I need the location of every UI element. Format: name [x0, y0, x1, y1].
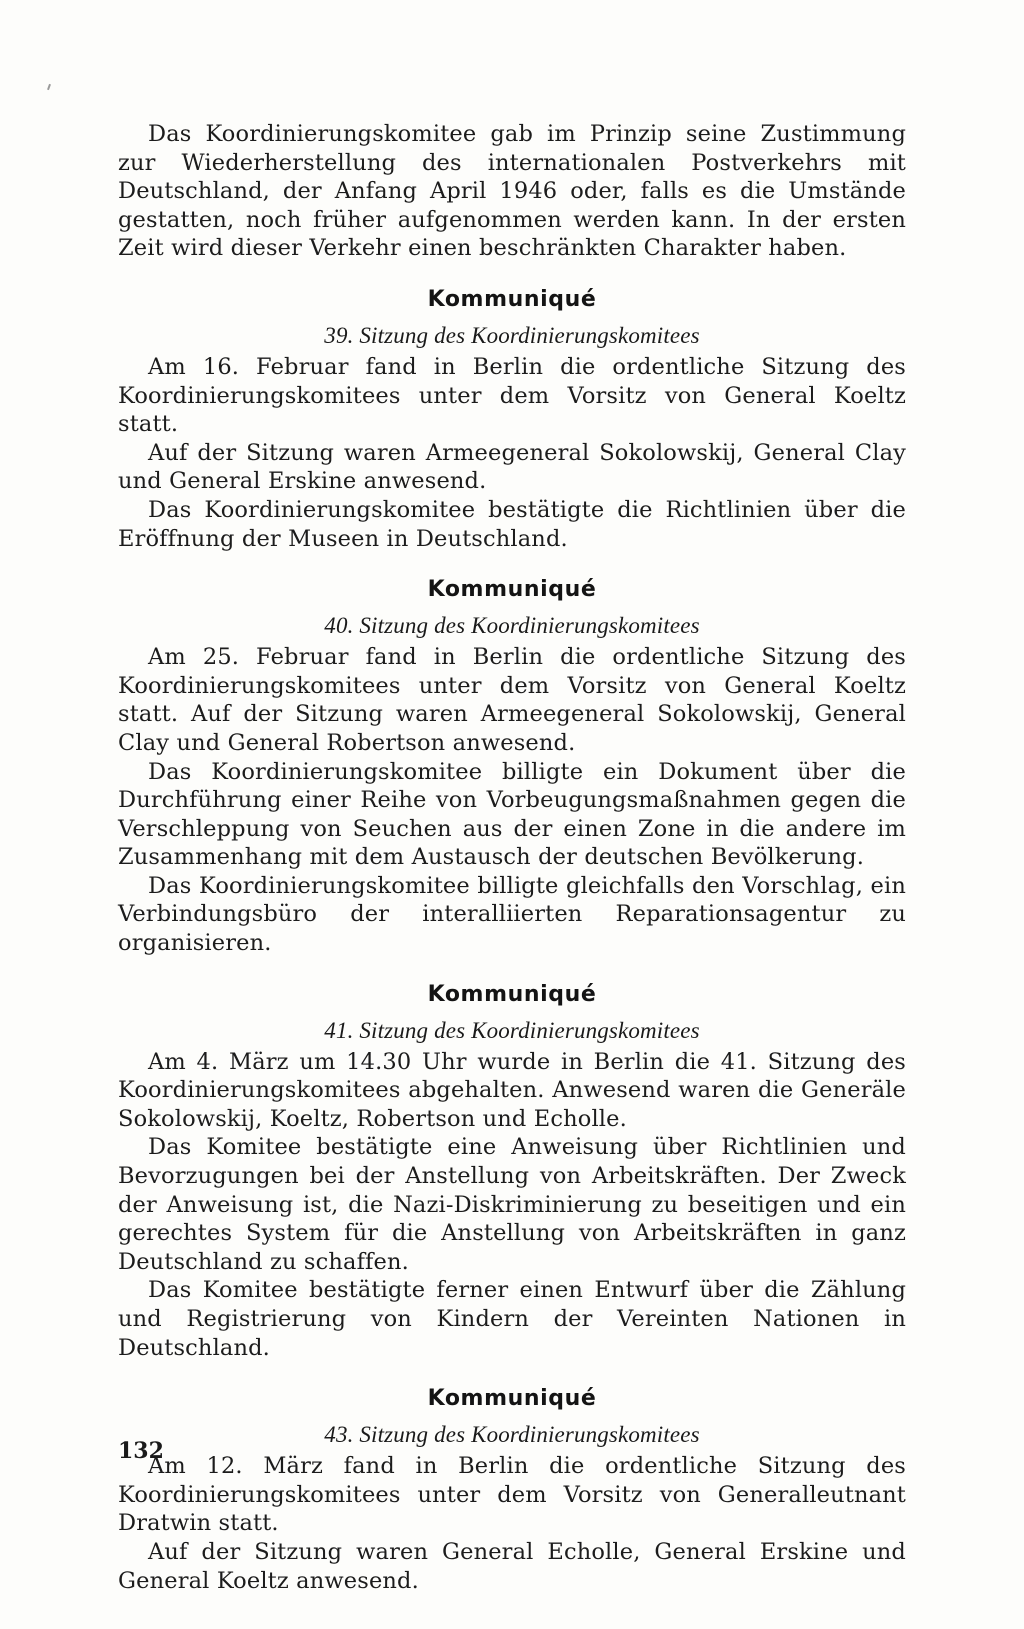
page-body — [118, 120, 906, 1595]
section-heading: Kommuniqué — [427, 577, 597, 603]
paragraph: Auf der Sitzung waren Armeegeneral Sokolowskij, General Clay und General Erskine anwesend. — [118, 439, 906, 495]
paragraph: Am 4. März um 14.30 Uhr wurde in Berlin die 41. Sitzung des Koordinierungskomitees abgehalten. Anwesend waren die Generäle Sokolowskij, Koeltz, Robertson und Echolle. — [118, 1048, 906, 1132]
paragraph: Das Komitee bestätigte ferner einen Entwurf über die Zählung und Registrierung von Kindern der Vereinten Nationen in Deutschland. — [118, 1277, 906, 1361]
paragraph: Am 16. Februar fand in Berlin die ordentliche Sitzung des Koordinierungskomitees unter dem Vorsitz von General Koeltz statt. — [118, 353, 906, 438]
section-heading: Kommuniqué — [427, 981, 597, 1007]
section-subheading: 41. Sitzung des Koordinierungskomitees — [324, 1017, 700, 1043]
section-43 — [118, 1384, 906, 1595]
paragraph: Das Koordinierungskomitee billigte gleichfalls den Vorschlag, ein Verbindungsbüro der interalliierten Reparationsagentur zu organisieren. — [118, 872, 906, 957]
paragraph: Am 25. Februar fand in Berlin die ordentliche Sitzung des Koordinierungskomitees unter dem Vorsitz von General Koeltz statt. Auf der Sitzung waren Armeegeneral Sokolowskij, General Clay und General Robertson anwesend. — [118, 644, 906, 756]
intro-paragraph: Das Koordinierungskomitee gab im Prinzip seine Zustimmung zur Wiederherstellung des internationalen Postverkehrs mit Deutschland, der Anfang April 1946 oder, falls es die Umstände gestatten, noch früher aufgenommen werden kann. In der ersten Zeit wird dieser Verkehr einen beschränkten Charakter haben. — [118, 121, 906, 262]
paragraph: Das Komitee bestätigte eine Anweisung über Richtlinien und Bevorzugungen bei der Anstellung von Arbeitskräften. Der Zweck der Anweisung ist, die Nazi-Diskriminierung zu beseitigen und ein gerechtes System für die Anstellung von Arbeitskräften in ganz Deutschland zu schaffen. — [118, 1134, 906, 1275]
paragraph: Auf der Sitzung waren General Echolle, General Erskine und General Koeltz anwesend. — [118, 1538, 906, 1594]
section-heading: Kommuniqué — [427, 286, 597, 312]
paragraph: Am 12. März fand in Berlin die ordentliche Sitzung des Koordinierungskomitees unter dem Vorsitz von Generalleutnant Dratwin statt. — [118, 1453, 906, 1537]
section-subheading: 39. Sitzung des Koordinierungskomitees — [324, 322, 700, 348]
stray-mark — [47, 84, 51, 90]
section-40 — [118, 575, 906, 958]
section-subheading: 40. Sitzung des Koordinierungskomitees — [324, 613, 700, 639]
paragraph: Das Koordinierungskomitee billigte ein Dokument über die Durchführung einer Reihe von Vorbeugungsmaßnahmen gegen die Verschleppung von Seuchen aus der einen Zone in die andere im Zusammenhang mit dem Austausch der deutschen Bevölkerung. — [118, 758, 906, 871]
paragraph: Das Koordinierungskomitee bestätigte die Richtlinien über die Eröffnung der Museen in Deutschland. — [118, 496, 906, 552]
page-number: 132 — [118, 1438, 164, 1464]
section-39 — [118, 285, 906, 553]
section-subheading: 43. Sitzung des Koordinierungskomitees — [324, 1422, 700, 1448]
section-heading: Kommuniqué — [427, 1386, 597, 1412]
section-41 — [118, 980, 906, 1363]
